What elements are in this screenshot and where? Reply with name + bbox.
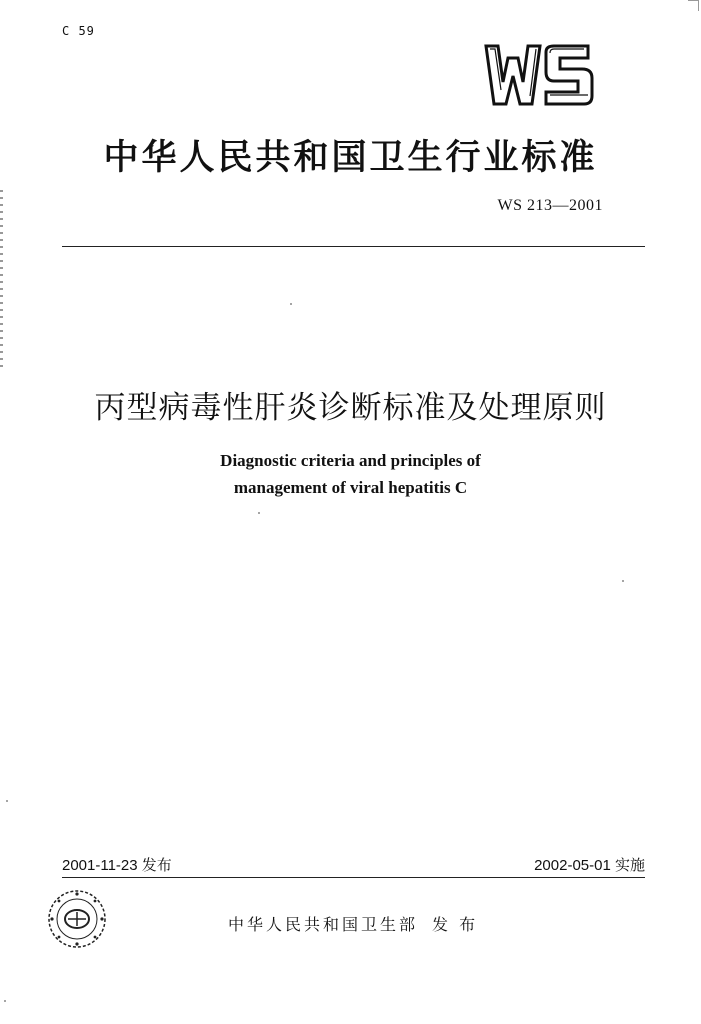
- document-title-en-line1: Diagnostic criteria and principles of: [220, 451, 481, 470]
- classification-code: C 59: [62, 24, 95, 38]
- standard-number: WS 213—2001: [497, 197, 603, 214]
- implementation-date: 2002-05-01 实施: [534, 857, 645, 874]
- header-divider: [62, 246, 645, 247]
- scan-corner-artifact: [688, 0, 699, 11]
- document-title-zh: 丙型病毒性肝炎诊断标准及处理原则: [94, 390, 607, 426]
- publisher-verb: 发 布: [432, 915, 479, 934]
- scan-edge-artifact: [0, 190, 3, 370]
- scan-speck: [4, 1000, 6, 1002]
- footer-divider: [62, 877, 645, 878]
- publisher-line: [228, 912, 478, 935]
- ministry-seal-emblem: [46, 888, 108, 950]
- organization-title: 中华人民共和国卫生行业标准: [103, 138, 598, 178]
- scan-speck: [622, 580, 624, 582]
- scan-speck: [6, 800, 8, 802]
- publisher-name: 中华人民共和国卫生部: [228, 915, 419, 934]
- document-title-en-line2: management of viral hepatitis C: [233, 478, 468, 497]
- issue-date: 2001-11-23 发布: [62, 857, 172, 874]
- scan-speck: [290, 303, 292, 305]
- ws-logo: [484, 44, 598, 106]
- scan-speck: [258, 512, 260, 514]
